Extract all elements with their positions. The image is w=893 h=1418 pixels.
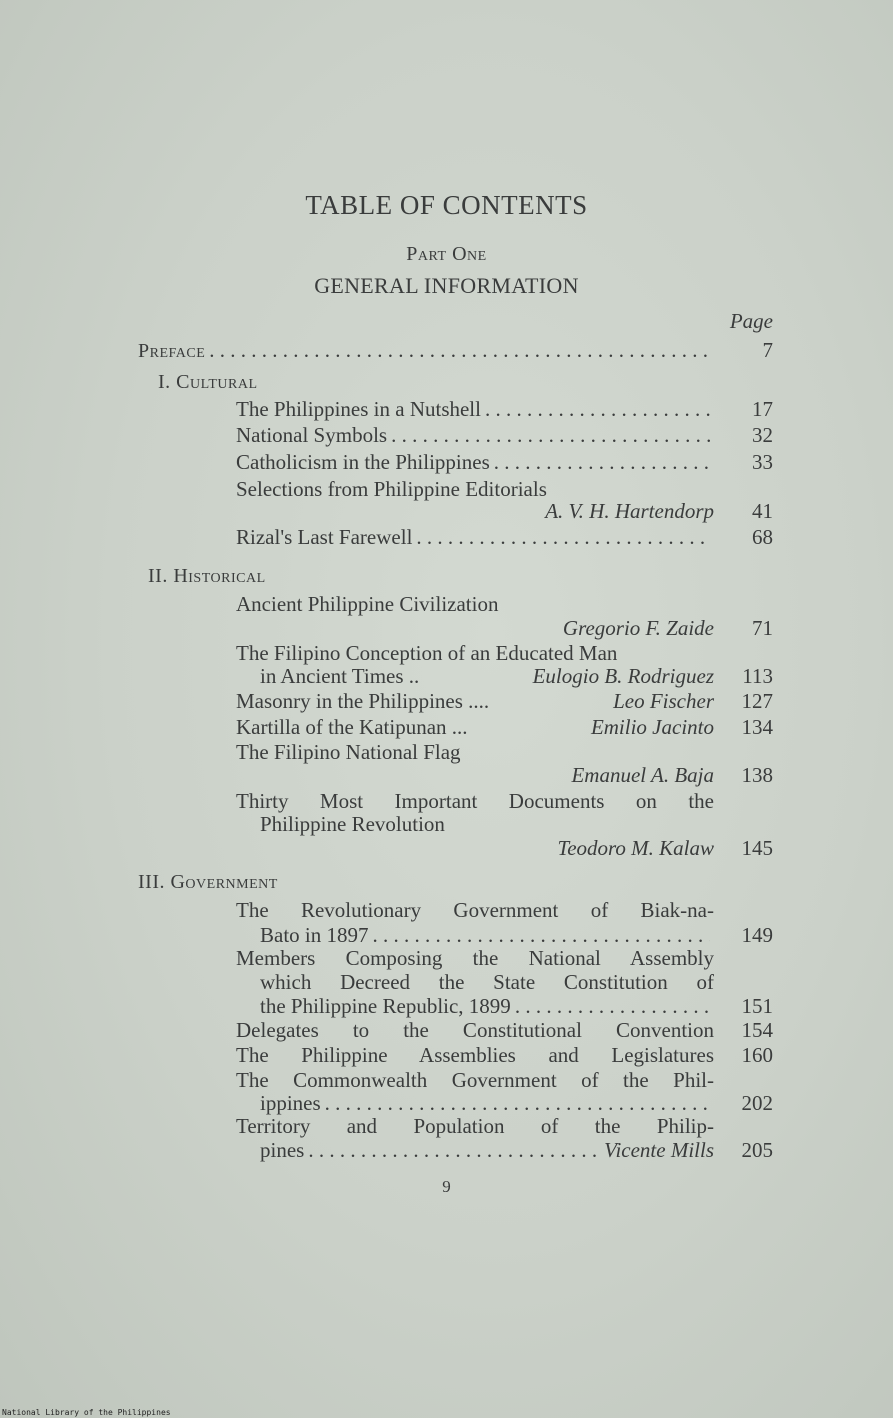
page-number: 145 <box>741 836 773 860</box>
entry-title: Rizal's Last Farewell <box>236 525 413 549</box>
page-number: 149 <box>741 923 773 947</box>
dot-leader <box>416 524 710 550</box>
dot-leader <box>515 993 710 1019</box>
entry-title[interactable]: Delegates to the Constitutional Convention <box>236 1018 714 1042</box>
entry-author: Eulogio B. Rodriguez <box>532 664 714 688</box>
entry-title[interactable]: Ancient Philippine Civilization <box>236 592 499 616</box>
page-number: 113 <box>742 664 773 688</box>
toc-entry[interactable] <box>236 422 714 448</box>
page-number: 33 <box>752 450 773 474</box>
toc-entry[interactable] <box>236 396 714 422</box>
entry-title-continued: in Ancient Times .. <box>260 664 420 688</box>
entry-title[interactable]: Members Composing the National Assembly <box>236 946 714 970</box>
entry-title-continued: which Decreed the State Constitution of <box>260 970 714 994</box>
dot-leader <box>308 1137 600 1163</box>
entry-author: A. V. H. Hartendorp <box>545 499 714 523</box>
page-folio-number: 9 <box>442 1177 451 1196</box>
part-label: Part One <box>406 243 487 265</box>
entry-author: Vicente Mills <box>604 1138 714 1162</box>
entry-title[interactable]: Territory and Population of the Philip- <box>236 1114 714 1138</box>
entry-title[interactable]: Masonry in the Philippines .... <box>236 689 490 713</box>
section-heading-historical: II. Historical <box>148 565 266 587</box>
toc-entry[interactable] <box>236 524 714 550</box>
entry-title[interactable]: Thirty Most Important Documents on the <box>236 789 714 813</box>
page-number: 134 <box>741 715 773 739</box>
entry-title[interactable]: The Philippine Assemblies and Legislatures <box>236 1043 714 1067</box>
page-title: TABLE OF CONTENTS <box>305 190 588 220</box>
section-heading-cultural: I. Cultural <box>158 371 258 393</box>
entry-title-continued: Philippine Revolution <box>260 812 445 836</box>
page-number: 7 <box>762 338 773 362</box>
dot-leader <box>209 337 710 363</box>
part-title: GENERAL INFORMATION <box>314 273 579 298</box>
page-number: 202 <box>741 1091 773 1115</box>
preface-label: Preface <box>138 340 206 362</box>
toc-entry[interactable] <box>236 449 714 475</box>
entry-title[interactable]: The Filipino Conception of an Educated Man <box>236 641 618 665</box>
page-number: 154 <box>741 1018 773 1042</box>
entry-title[interactable]: The Commonwealth Government of the Phil- <box>236 1068 714 1092</box>
entry-title-continued: ippines <box>260 1091 321 1115</box>
dot-leader <box>485 396 710 422</box>
entry-title: The Philippines in a Nutshell <box>236 397 481 421</box>
page-number: 17 <box>752 397 773 421</box>
entry-title[interactable]: The Revolutionary Government of Biak-na- <box>236 898 714 922</box>
toc-entry-preface[interactable] <box>138 337 714 363</box>
entry-author: Emilio Jacinto <box>590 715 714 739</box>
page-column-label: Page <box>729 309 773 333</box>
page-number: 41 <box>752 499 773 523</box>
entry-author: Teodoro M. Kalaw <box>557 836 714 860</box>
page-number: 71 <box>752 616 773 640</box>
entry-title: National Symbols <box>236 423 388 447</box>
page-number: 68 <box>752 525 773 549</box>
entry-author: Gregorio F. Zaide <box>562 616 714 640</box>
entry-title[interactable]: The Filipino National Flag <box>236 740 461 764</box>
entry-title: Catholicism in the Philippines <box>236 450 490 474</box>
entry-title-continued: pines <box>260 1138 305 1162</box>
toc-entry-continued <box>260 993 714 1019</box>
dot-leader <box>494 449 710 475</box>
page-number: 32 <box>752 423 773 447</box>
page-number: 160 <box>741 1043 773 1067</box>
entry-title-continued: Bato in 1897 <box>260 923 369 947</box>
entry-author: Leo Fischer <box>613 689 714 713</box>
page-number: 205 <box>741 1138 773 1162</box>
section-heading-government: III. Government <box>138 871 278 893</box>
dot-leader <box>391 422 710 448</box>
entry-author: Emanuel A. Baja <box>571 763 714 787</box>
page-number: 138 <box>741 763 773 787</box>
entry-title[interactable]: Selections from Philippine Editorials <box>236 477 547 501</box>
library-footer: National Library of the Philippines <box>2 1408 171 1417</box>
entry-title[interactable]: Kartilla of the Katipunan ... <box>236 715 468 739</box>
page-number: 127 <box>741 689 773 713</box>
page-number: 151 <box>741 994 773 1018</box>
toc-entry-continued <box>260 1137 714 1163</box>
entry-title-continued: the Philippine Republic, 1899 <box>260 994 511 1018</box>
